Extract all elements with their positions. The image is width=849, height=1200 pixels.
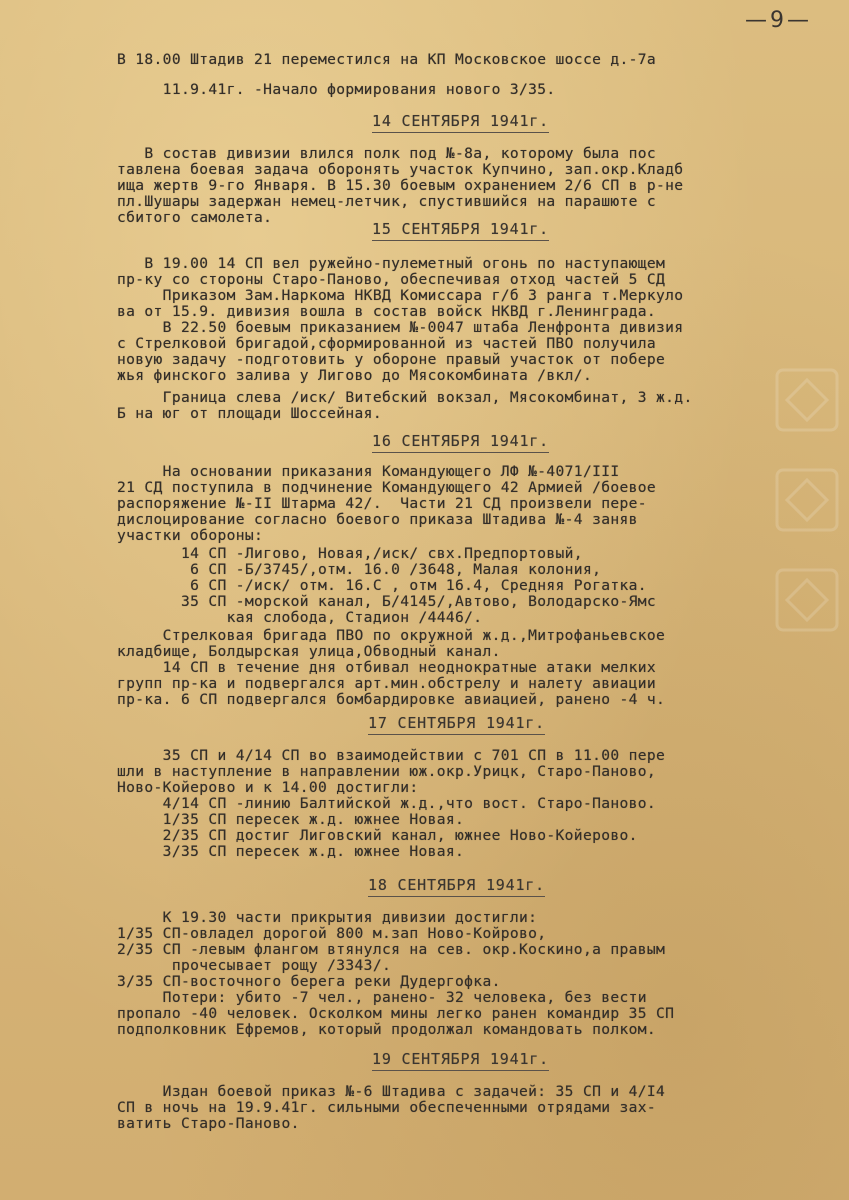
text-line: На основании приказания Командующего ЛФ №-4071/III: [117, 463, 620, 480]
text-line: Потери: убито -7 чел., ранено- 32 человека, без вести: [117, 989, 647, 1006]
text-line: 21 СД поступила в подчинение Командующего 42 Армией /боевое: [117, 479, 657, 496]
text-line: тавлена боевая задача оборонять участок Купчино, зап.окр.Кладб: [117, 161, 684, 178]
text-line: пр-ку со стороны Старо-Паново, обеспечивая отход частей 5 СД: [117, 271, 666, 288]
text-line: В состав дивизии влился полк под №-8а, которому была пос: [117, 145, 657, 162]
text-line: 35 СП и 4/14 СП во взаимодействии с 701 СП в 11.00 пере: [117, 747, 666, 764]
text-line: 2/35 СП достиг Лиговский канал, южнее Ново-Койерово.: [117, 827, 638, 844]
text-line: пр-ка. 6 СП подвергался бомбардировке авиацией, ранено -4 ч.: [117, 691, 666, 708]
text-line: пл.Шушары задержан немец-летчик, спустившийся на парашюте с: [117, 193, 657, 210]
text-line: новую задачу -подготовить у обороне правый участок от побере: [117, 351, 666, 368]
text-line: сбитого самолета.: [117, 209, 273, 226]
text-line: распоряжение №-II Штарма 42/. Части 21 СД произвели пере-: [117, 495, 647, 512]
text-line: 3/35 СП-восточного берега реки Дудергофка.: [117, 973, 501, 990]
text-line: ва от 15.9. дивизия вошла в состав войск НКВД г.Ленинграда.: [117, 303, 657, 320]
text-line: кладбище, Болдырская улица,Обводный канал.: [117, 643, 501, 660]
text-line: 2/35 СП -левым флангом втянулся на сев. окр.Коскино,а правым: [117, 941, 666, 958]
date-heading-16-september: 16 СЕНТЯБРЯ 1941г.: [372, 432, 549, 450]
text-line: В 19.00 14 СП вел ружейно-пулеметный огонь по наступающем: [117, 255, 666, 272]
archive-watermark-icon: [767, 360, 847, 640]
text-line: 14 СП в течение дня отбивал неоднократные атаки мелких: [117, 659, 657, 676]
text-line: Приказом Зам.Наркома НКВД Комиссара г/б 3 ранга т.Меркуло: [117, 287, 684, 304]
text-line: 1/35 СП пересек ж.д. южнее Новая.: [117, 811, 465, 828]
text-line: Граница слева /иск/ Витебский вокзал, Мясокомбинат, 3 ж.д.: [117, 389, 693, 406]
text-line: 1/35 СП-овладел дорогой 800 м.зап Ново-Койрово,: [117, 925, 547, 942]
text-line: участки обороны:: [117, 527, 264, 544]
text-line: 35 СП -морской канал, Б/4145/,Автово, Володарско-Ямс: [117, 593, 657, 610]
text-line: СП в ночь на 19.9.41г. сильными обеспеченными отрядами зах-: [117, 1099, 657, 1116]
text-line: В 18.00 Штадив 21 переместился на КП Московское шоссе д.-7а: [117, 51, 657, 68]
text-line: 3/35 СП пересек ж.д. южнее Новая.: [117, 843, 465, 860]
text-line: Ново-Койерово и к 14.00 достигли:: [117, 779, 419, 796]
text-line: 4/14 СП -линию Балтийской ж.д.,что вост. Старо-Паново.: [117, 795, 657, 812]
text-line: В 22.50 боевым приказанием №-0047 штаба Ленфронта дивизия: [117, 319, 684, 336]
text-line: Стрелковая бригада ПВО по окружной ж.д.,Митрофаньевское: [117, 627, 666, 644]
text-line: шли в наступление в направлении юж.окр.Урицк, Старо-Паново,: [117, 763, 657, 780]
text-line: пропало -40 человек. Осколком мины легко ранен командир 35 СП: [117, 1005, 675, 1022]
page-number: — 9 —: [745, 8, 810, 33]
text-line: с Стрелковой бригадой,сформированной из частей ПВО получила: [117, 335, 657, 352]
text-line: 6 СП -Б/3745/,отм. 16.0 /3648, Малая колония,: [117, 561, 602, 578]
text-line: Б на юг от площади Шоссейная.: [117, 405, 382, 422]
text-line: прочесывает рощу /3343/.: [117, 957, 392, 974]
date-heading-14-september: 14 СЕНТЯБРЯ 1941г.: [372, 112, 549, 130]
text-line: жья финского залива у Лигово до Мясокомбината /вкл/.: [117, 367, 593, 384]
text-line: ища жертв 9-го Января. В 15.30 боевым охранением 2/6 СП в р-не: [117, 177, 684, 194]
date-heading-17-september: 17 СЕНТЯБРЯ 1941г.: [368, 714, 545, 732]
text-line: подполковник Ефремов, который продолжал командовать полком.: [117, 1021, 657, 1038]
text-line: 6 СП -/иск/ отм. 16.С , отм 16.4, Средняя Рогатка.: [117, 577, 647, 594]
text-line: К 19.30 части прикрытия дивизии достигли:: [117, 909, 538, 926]
text-line: дислоцирование согласно боевого приказа Штадива №-4 заняв: [117, 511, 638, 528]
date-heading-15-september: 15 СЕНТЯБРЯ 1941г.: [372, 220, 549, 238]
date-heading-18-september: 18 СЕНТЯБРЯ 1941г.: [368, 876, 545, 894]
text-line: 14 СП -Лигово, Новая,/иск/ свх.Предпортовый,: [117, 545, 583, 562]
text-line: ватить Старо-Паново.: [117, 1115, 300, 1132]
text-line: групп пр-ка и подвергался арт.мин.обстрелу и налету авиации: [117, 675, 657, 692]
text-line: Издан боевой приказ №-6 Штадива с задачей: 35 СП и 4/I4: [117, 1083, 666, 1100]
date-heading-19-september: 19 СЕНТЯБРЯ 1941г.: [372, 1050, 549, 1068]
text-line: 11.9.41г. -Начало формирования нового 3/35.: [117, 81, 556, 98]
text-line: кая слобода, Стадион /4446/.: [117, 609, 483, 626]
